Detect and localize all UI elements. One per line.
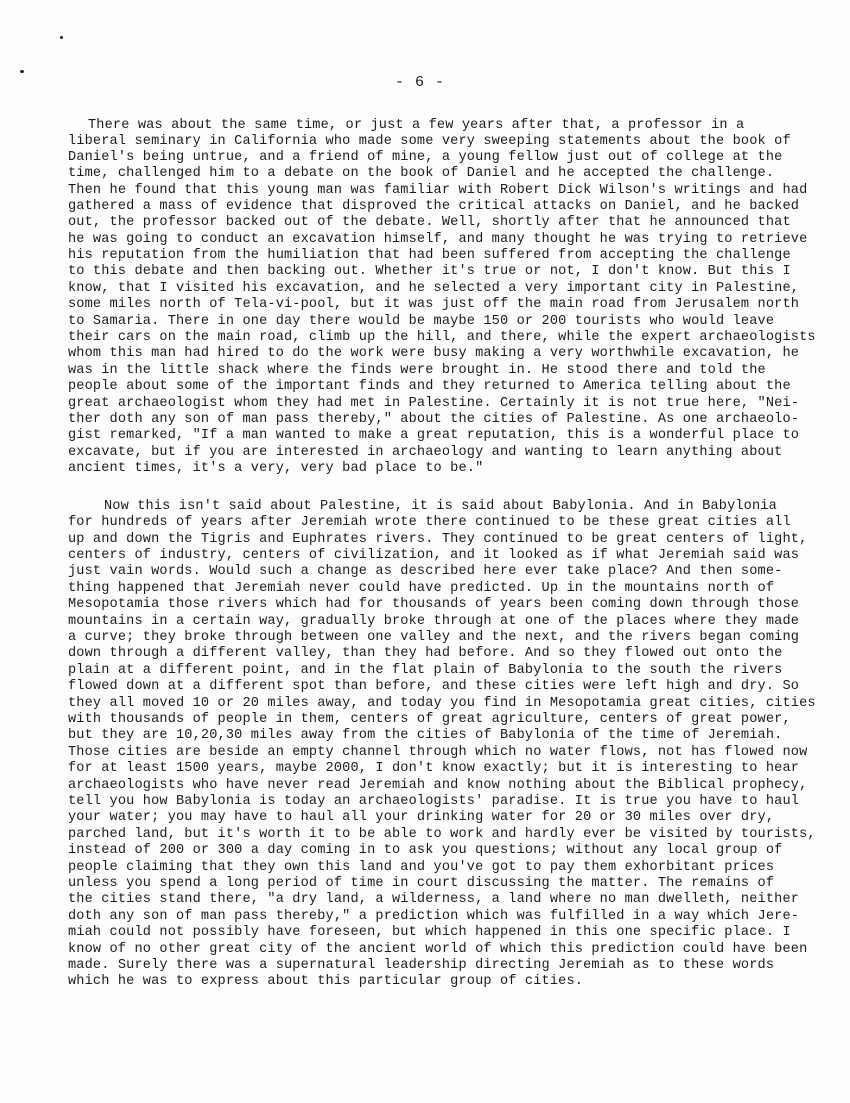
text-line: down through a different valley, than they had before. And so they flowed out onto the (68, 646, 783, 661)
text-line: people claiming that they own this land and you've got to pay them exhorbitant prices (68, 860, 775, 875)
text-line: he was going to conduct an excavation himself, and many thought he was trying to retrieve (68, 232, 808, 247)
text-line: centers of industry, centers of civilization, and it looked as if what Jeremiah said was (68, 548, 800, 563)
text-line: liberal seminary in California who made some very sweeping statements about the book of (68, 134, 791, 149)
text-line: mountains in a certain way, gradually broke through at one of the places where they made (68, 614, 800, 629)
scan-speck (20, 70, 24, 73)
text-line: gathered a mass of evidence that disproved the critical attacks on Daniel, and he backed (68, 199, 800, 214)
text-line: some miles north of Tela-vi-pool, but it was just off the main road from Jerusalem north (68, 297, 800, 312)
text-line: tell you how Babylonia is today an archaeologists' paradise. It is true you have to haul (68, 794, 800, 809)
text-line: instead of 200 or 300 a day coming in to ask you questions; without any local group of (68, 843, 783, 858)
text-line: their cars on the main road, climb up the hill, and there, while the expert archaeologists (68, 330, 816, 345)
text-line: but they are 10,20,30 miles away from the cities of Babylonia of the time of Jeremiah. (68, 728, 783, 743)
text-line: ancient times, it's a very, very bad place to be." (68, 461, 484, 476)
text-line: which he was to express about this particular group of cities. (68, 974, 584, 989)
text-line: a curve; they broke through between one valley and the next, and the rivers began coming (68, 630, 800, 645)
text-line: know, that I visited his excavation, and he selected a very important city in Palestine, (68, 281, 800, 296)
text-line: archaeologists who have never read Jeremiah and know nothing about the Biblical prophecy, (68, 778, 808, 793)
text-line: out, the professor backed out of the debate. Well, shortly after that he announced that (68, 215, 791, 230)
text-line: the cities stand there, "a dry land, a wilderness, a land where no man dwelleth, neither (68, 892, 800, 907)
text-line: people about some of the important finds and they returned to America telling about the (68, 379, 791, 394)
text-line: his reputation from the humiliation that had been suffered from accepting the challenge (68, 248, 791, 263)
text-line: There was about the same time, or just a few years after that, a professor in a (88, 118, 745, 133)
text-line: your water; you may have to haul all your drinking water for 20 or 30 miles over dry, (68, 810, 775, 825)
text-line: Mesopotamia those rivers which had for thousands of years been coming down through those (68, 597, 800, 612)
text-line: Then he found that this young man was familiar with Robert Dick Wilson's writings and had (68, 183, 808, 198)
text-line: Daniel's being untrue, and a friend of mine, a young fellow just out of college at the (68, 150, 783, 165)
text-line: gist remarked, "If a man wanted to make a great reputation, this is a wonderful place to (68, 428, 800, 443)
text-line: great archaeologist whom they had met in Palestine. Certainly it is not true here, "Nei- (68, 396, 800, 411)
text-line: for at least 1500 years, maybe 2000, I don't know exactly; but it is interesting to hear (68, 761, 800, 776)
text-line: miah could not possibly have foreseen, but which happened in this one specific place. I (68, 925, 791, 940)
page-number: - 6 - (395, 74, 446, 91)
text-line: plain at a different point, and in the flat plain of Babylonia to the south the rivers (68, 663, 783, 678)
text-line: Now this isn't said about Palestine, it is said about Babylonia. And in Babylonia (104, 499, 777, 514)
text-line: to this debate and then backing out. Whether it's true or not, I don't know. But this I (68, 264, 791, 279)
text-line: time, challenged him to a debate on the book of Daniel and he accepted the challenge. (68, 166, 775, 181)
text-line: thing happened that Jeremiah never could have predicted. Up in the mountains north of (68, 581, 775, 596)
text-line: with thousands of people in them, centers of great agriculture, centers of great power, (68, 712, 791, 727)
text-line: to Samaria. There in one day there would be maybe 150 or 200 tourists who would leave (68, 314, 775, 329)
text-line: parched land, but it's worth it to be able to work and hardly ever be visited by tourists, (68, 827, 816, 842)
text-line: doth any son of man pass thereby," a prediction which was fulfilled in a way which Jere- (68, 909, 800, 924)
text-line: ther doth any son of man pass thereby," about the cities of Palestine. As one archaeolo- (68, 412, 800, 427)
text-line: up and down the Tigris and Euphrates rivers. They continued to be great centers of light, (68, 532, 808, 547)
text-line: they all moved 10 or 20 miles away, and today you find in Mesopotamia great cities, cities (68, 696, 816, 711)
text-line: excavate, but if you are interested in archaeology and wanting to learn anything about (68, 445, 783, 460)
text-line: know of no other great city of the ancient world of which this prediction could have been (68, 942, 808, 957)
text-line: made. Surely there was a supernatural leadership directing Jeremiah as to these words (68, 958, 775, 973)
text-line: for hundreds of years after Jeremiah wrote there continued to be these great cities all (68, 515, 791, 530)
text-line: was in the little shack where the finds were brought in. He stood there and told the (68, 363, 766, 378)
text-line: Those cities are beside an empty channel through which no water flows, not has flowed now (68, 745, 808, 760)
text-line: flowed down at a different spot than before, and these cities were left high and dry. So (68, 679, 800, 694)
scan-speck (60, 36, 63, 39)
text-line: just vain words. Would such a change as described here ever take place? And then some- (68, 564, 783, 579)
text-line: whom this man had hired to do the work were busy making a very worthwhile excavation, he (68, 346, 800, 361)
text-line: unless you spend a long period of time in court discussing the matter. The remains of (68, 876, 775, 891)
